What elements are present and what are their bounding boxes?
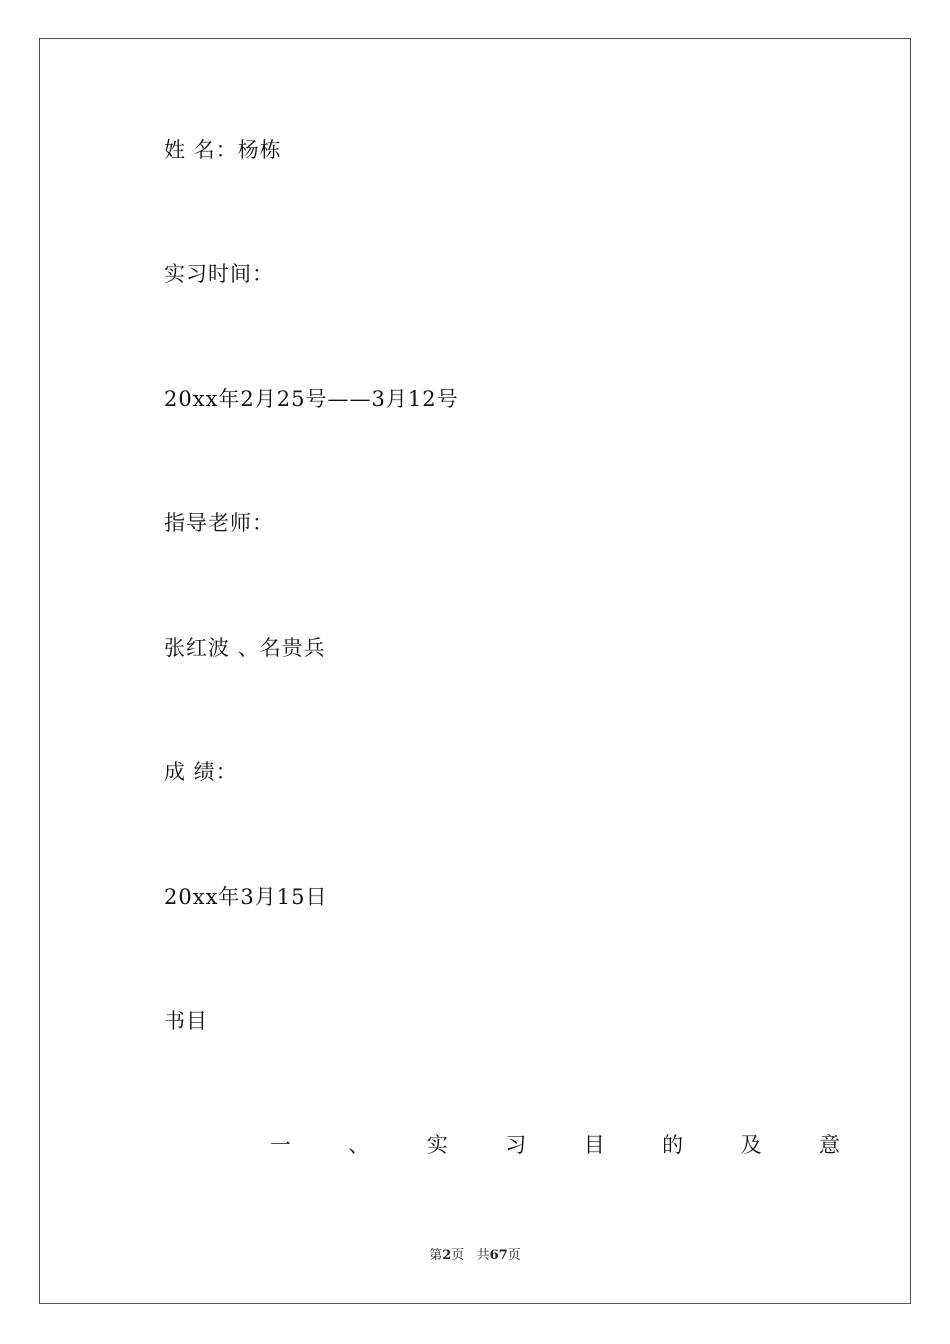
page-footer bbox=[0, 1248, 950, 1264]
footer-prefix: 第 bbox=[429, 1248, 443, 1263]
heading-char: 习 bbox=[505, 1133, 527, 1157]
page-frame bbox=[39, 38, 911, 1304]
name-line: 姓 名：杨栋 bbox=[164, 138, 282, 162]
heading-char: 目 bbox=[583, 1133, 605, 1157]
advisor-label: 指导老师： bbox=[164, 511, 274, 535]
heading-char: 、 bbox=[348, 1133, 370, 1157]
heading-char: 意 bbox=[818, 1133, 840, 1157]
heading-char: 一 bbox=[270, 1133, 291, 1157]
footer-suffix: 页 bbox=[507, 1248, 521, 1263]
internship-date-range: 20xx年2月25号——3月12号 bbox=[164, 387, 459, 411]
heading-char: 的 bbox=[662, 1133, 684, 1157]
advisor-names: 张红波 、名贵兵 bbox=[164, 636, 326, 660]
report-date: 20xx年3月15日 bbox=[164, 885, 328, 909]
section-heading bbox=[270, 1132, 840, 1160]
internship-time-label: 实习时间： bbox=[164, 262, 274, 286]
current-page-number: 2 bbox=[442, 1248, 452, 1263]
heading-char: 实 bbox=[426, 1133, 448, 1157]
total-page-count: 67 bbox=[489, 1248, 508, 1263]
footer-middle: 页 共 bbox=[451, 1248, 490, 1263]
grade-label: 成 绩： bbox=[164, 760, 238, 784]
contents-title: 书目 bbox=[164, 1009, 208, 1033]
heading-char: 及 bbox=[740, 1133, 762, 1157]
